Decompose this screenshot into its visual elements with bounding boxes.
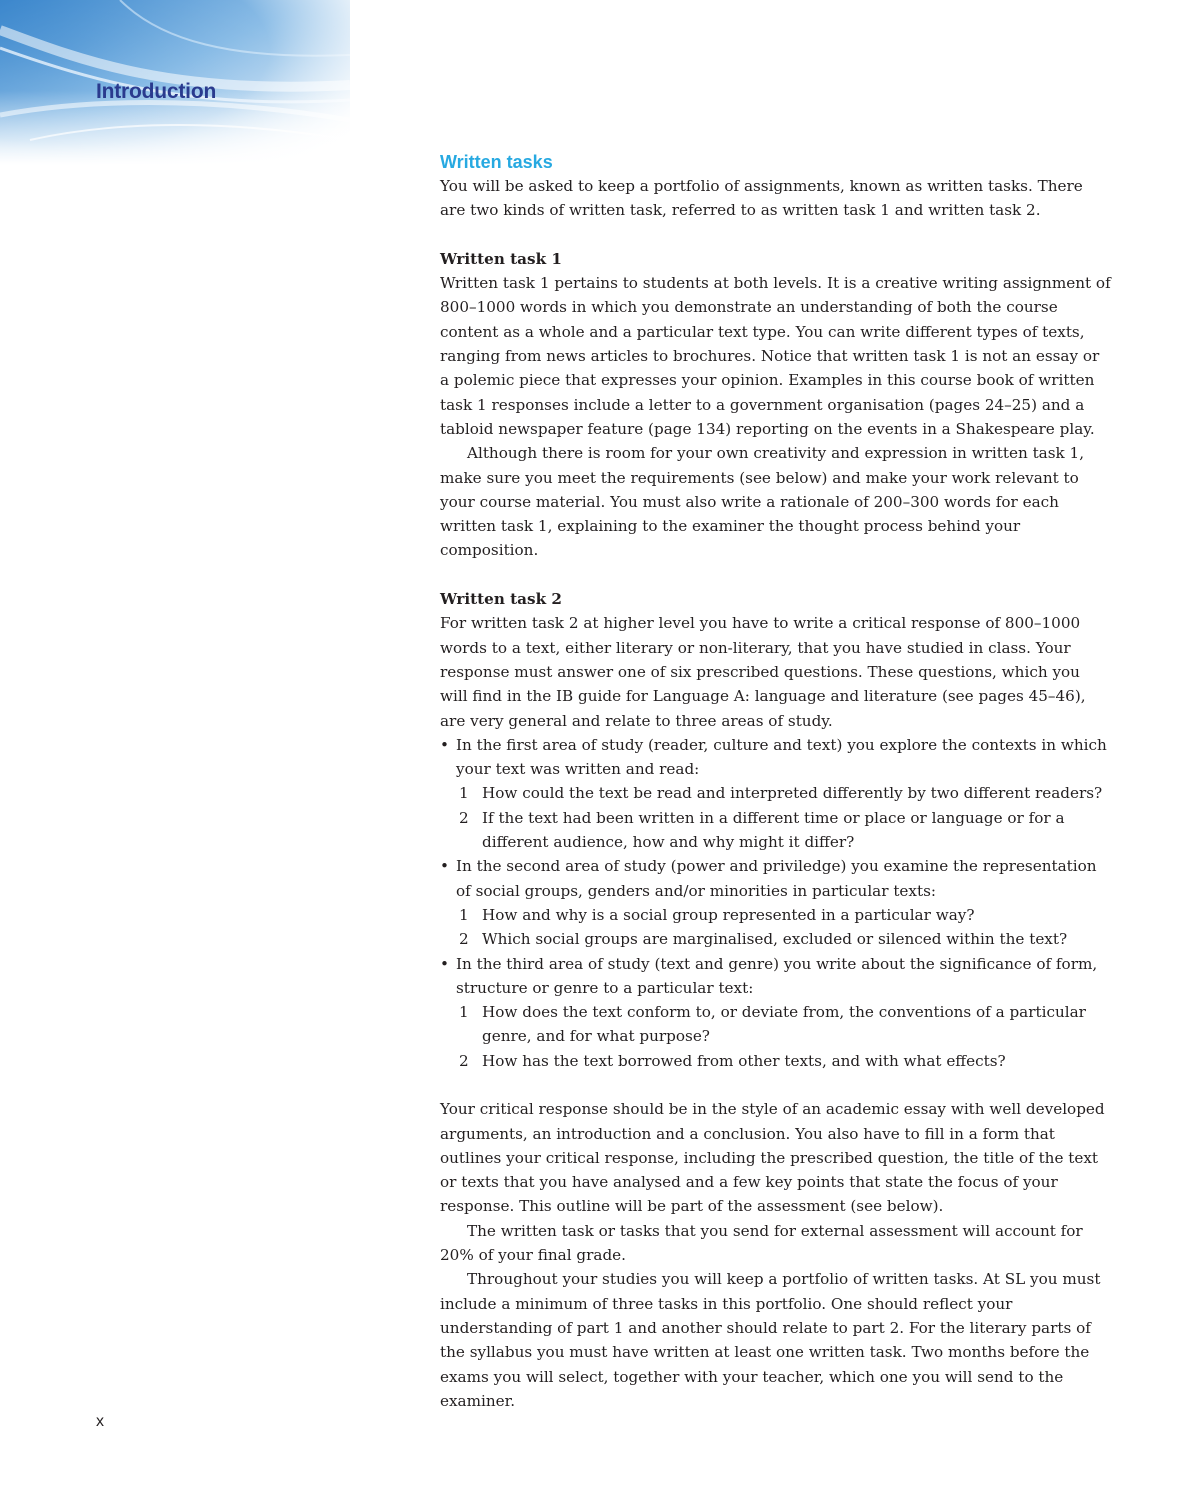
question-text: How has the text borrowed from other texts, and with what effects? <box>482 1051 1006 1070</box>
area-text: In the second area of study (power and priviledge) you examine the representation of social groups, genders and/or minorities in particular texts: <box>456 857 1097 900</box>
closing-paragraph-1: Your critical response should be in the style of an academic essay with well developed arguments, an introduction and a conclusion. You also have to fill in a form that outlines your critical response, including the prescribed question, the title of the text or texts that you have analysed and a few key points that state the focus of your response. This outline will be part of the assessment (see below). <box>440 1100 1105 1216</box>
areas-of-study-list <box>440 733 1112 1073</box>
question-text: How does the text conform to, or deviate from, the conventions of a particular genre, and for what purpose? <box>482 1003 1086 1046</box>
question-text: How could the text be read and interpreted differently by two different readers? <box>482 784 1103 803</box>
task2-heading: Written task 2 <box>440 590 562 609</box>
task1-heading: Written task 1 <box>440 249 562 268</box>
question-list <box>456 781 1112 854</box>
closing-paragraph-2: The written task or tasks that you send for external assessment will account for 20% of your final grade. <box>440 1221 1083 1265</box>
main-content <box>440 150 1112 1413</box>
task1-paragraph-2: Although there is room for your own creativity and expression in written task 1, make sure you meet the requirements (see below) and make your work relevant to your course material. You must also write a rationale of 200–300 words for each written task 1, explaining to the examiner the thought process behind your composition. <box>440 444 1085 560</box>
task2-paragraph-1: For written task 2 at higher level you have to write a critical response of 800–1000 words to a text, either literary or non-literary, that you have studied in class. Your response must answer one of six prescribed questions. These questions, which you will find in the IB guide for Language A: language and literature (see pages 45–46), are very general and relate to three areas of study. <box>440 614 1086 730</box>
task1-paragraph-1: Written task 1 pertains to students at both levels. It is a creative writing assignment of 800–1000 words in which you demonstrate an understanding of both the course content as a whole and a particular text type. You can write different types of texts, ranging from news articles to brochures. Notice that written task 1 is not an essay or a polemic piece that expresses your opinion. Examples in this course book of written task 1 responses include a letter to a government organisation (pages 24–25) and a tabloid newspaper feature (page 134) reporting on the events in a Shakespeare play. <box>440 274 1111 438</box>
question-item <box>440 927 1112 951</box>
question-number: 2 <box>459 930 469 949</box>
intro-paragraph: You will be asked to keep a portfolio of assignments, known as written tasks. There are two kinds of written task, referred to as written task 1 and written task 2. <box>440 177 1083 220</box>
question-text: Which social groups are marginalised, excluded or silenced within the text? <box>482 930 1068 949</box>
question-item <box>440 903 1112 927</box>
area-of-study-item <box>440 952 1112 1073</box>
page-number: x <box>96 1413 104 1430</box>
closing-paragraph-3: Throughout your studies you will keep a portfolio of written tasks. At SL you must include a minimum of three tasks in this portfolio. One should reflect your understanding of part 1 and another should relate to part 2. For the literary parts of the syllabus you must have written at least one written task. Two months before the exams you will select, together with your teacher, which one you will send to the examiner. <box>440 1270 1101 1410</box>
question-item <box>440 781 1112 805</box>
question-number: 2 <box>459 808 469 827</box>
question-number: 1 <box>459 905 469 924</box>
question-text: How and why is a social group represented in a particular way? <box>482 905 975 924</box>
question-list <box>456 903 1112 952</box>
question-number: 1 <box>459 784 469 803</box>
question-item <box>440 806 1112 855</box>
question-item <box>440 1000 1112 1049</box>
area-of-study-item <box>440 854 1112 951</box>
area-text: In the first area of study (reader, culture and text) you explore the contexts in which your text was written and read: <box>456 735 1107 779</box>
question-number: 2 <box>459 1051 469 1070</box>
question-list <box>456 1000 1112 1073</box>
page-heading: Written tasks <box>440 152 553 172</box>
area-text: In the third area of study (text and genre) you write about the significance of form, structure or genre to a particular text: <box>456 954 1098 997</box>
area-of-study-item <box>440 733 1112 854</box>
question-item <box>440 1049 1112 1073</box>
question-number: 1 <box>459 1003 469 1022</box>
question-text: If the text had been written in a different time or place or language or for a different audience, how and why might it differ? <box>482 808 1065 852</box>
section-title: Introduction <box>96 80 217 103</box>
